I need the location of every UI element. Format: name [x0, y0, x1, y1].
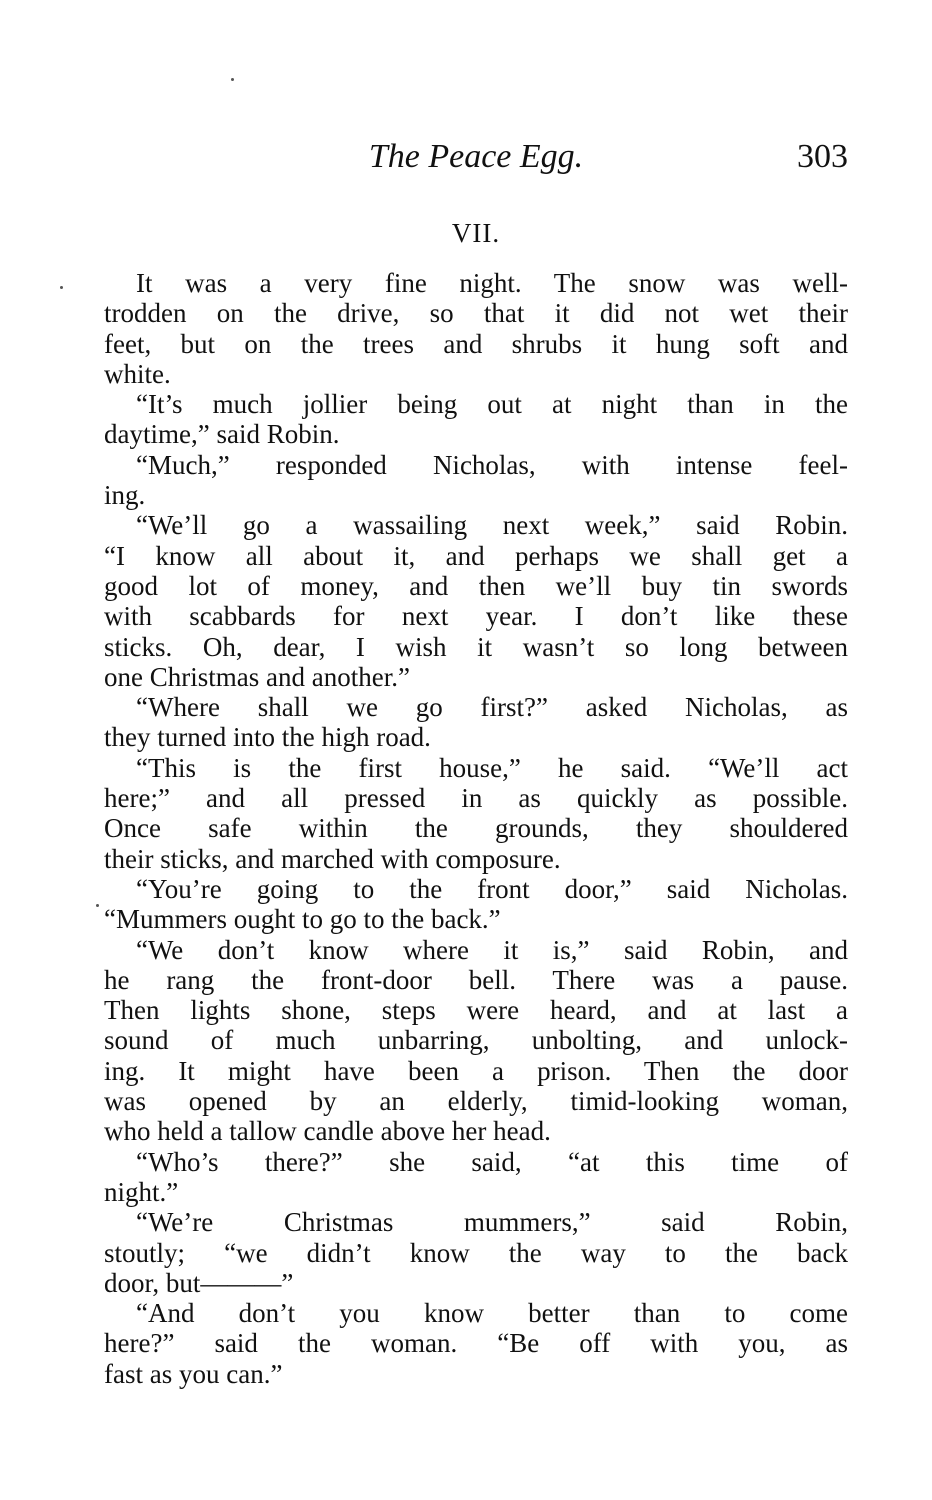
text-line: sound of much unbarring, unbolting, and unlock-: [104, 1025, 848, 1056]
text-line: feet, but on the trees and shrubs it hung soft and: [104, 328, 848, 359]
text-line: “Mummers ought to go to the back.”: [104, 904, 501, 935]
text-line: their sticks, and marched with composure.: [104, 843, 561, 874]
text-line: they turned into the high road.: [104, 722, 431, 753]
text-line: with scabbards for next year. I don’t like these: [104, 601, 848, 632]
text-line: ing. It might have been a prison. Then the door: [104, 1055, 848, 1086]
text-line: daytime,” said Robin.: [104, 419, 340, 450]
text-line: “I know all about it, and perhaps we shall get a: [104, 540, 848, 571]
chapter-heading: VII.: [451, 218, 501, 248]
text-line: “Much,” responded Nicholas, with intense feel-: [136, 449, 848, 480]
text-line: fast as you can.”: [104, 1358, 283, 1389]
text-line: door, but———”: [104, 1267, 294, 1298]
page-number: 303: [797, 138, 848, 175]
text-line: good lot of money, and then we’ll buy tin swords: [104, 570, 848, 601]
text-line: “It’s much jollier being out at night than in the: [136, 389, 848, 420]
text-line: “This is the first house,” he said. “We’ll act: [136, 752, 848, 783]
text-line: here?” said the woman. “Be off with you, as: [104, 1328, 848, 1359]
text-line: “We’re Christmas mummers,” said Robin,: [136, 1207, 848, 1238]
text-line: one Christmas and another.”: [104, 661, 410, 692]
text-line: “We don’t know where it is,” said Robin, and: [136, 934, 848, 965]
text-line: Then lights shone, steps were heard, and at last a: [104, 995, 848, 1026]
body-text: [104, 268, 848, 1389]
text-line: “Who’s there?” she said, “at this time of: [136, 1146, 848, 1177]
text-line: It was a very fine night. The snow was well-: [136, 268, 848, 298]
text-line: he rang the front-door bell. There was a pause.: [104, 964, 848, 995]
running-head: [104, 138, 848, 182]
print-speck: [96, 904, 99, 907]
text-line: stoutly; “we didn’t know the way to the back: [104, 1237, 848, 1268]
text-line: was opened by an elderly, timid-looking woman,: [104, 1086, 848, 1117]
running-title: The Peace Egg.: [368, 138, 584, 175]
text-line: who held a tallow candle above her head.: [104, 1116, 551, 1147]
text-line: ing.: [104, 480, 146, 511]
text-line: here;” and all pressed in as quickly as possible.: [104, 783, 848, 814]
text-line: white.: [104, 358, 171, 389]
text-line: “You’re going to the front door,” said Nicholas.: [136, 873, 848, 904]
text-line: sticks. Oh, dear, I wish it wasn’t so long between: [104, 631, 848, 662]
text-line: trodden on the drive, so that it did not wet their: [104, 298, 848, 329]
print-speck: [231, 78, 234, 81]
print-speck: [60, 286, 63, 289]
text-line: “Where shall we go first?” asked Nicholas, as: [136, 692, 848, 723]
text-line: “We’ll go a wassailing next week,” said Robin.: [136, 510, 848, 541]
text-line: Once safe within the grounds, they shouldered: [104, 813, 848, 844]
text-line: “And don’t you know better than to come: [136, 1298, 848, 1329]
text-line: night.”: [104, 1176, 179, 1207]
